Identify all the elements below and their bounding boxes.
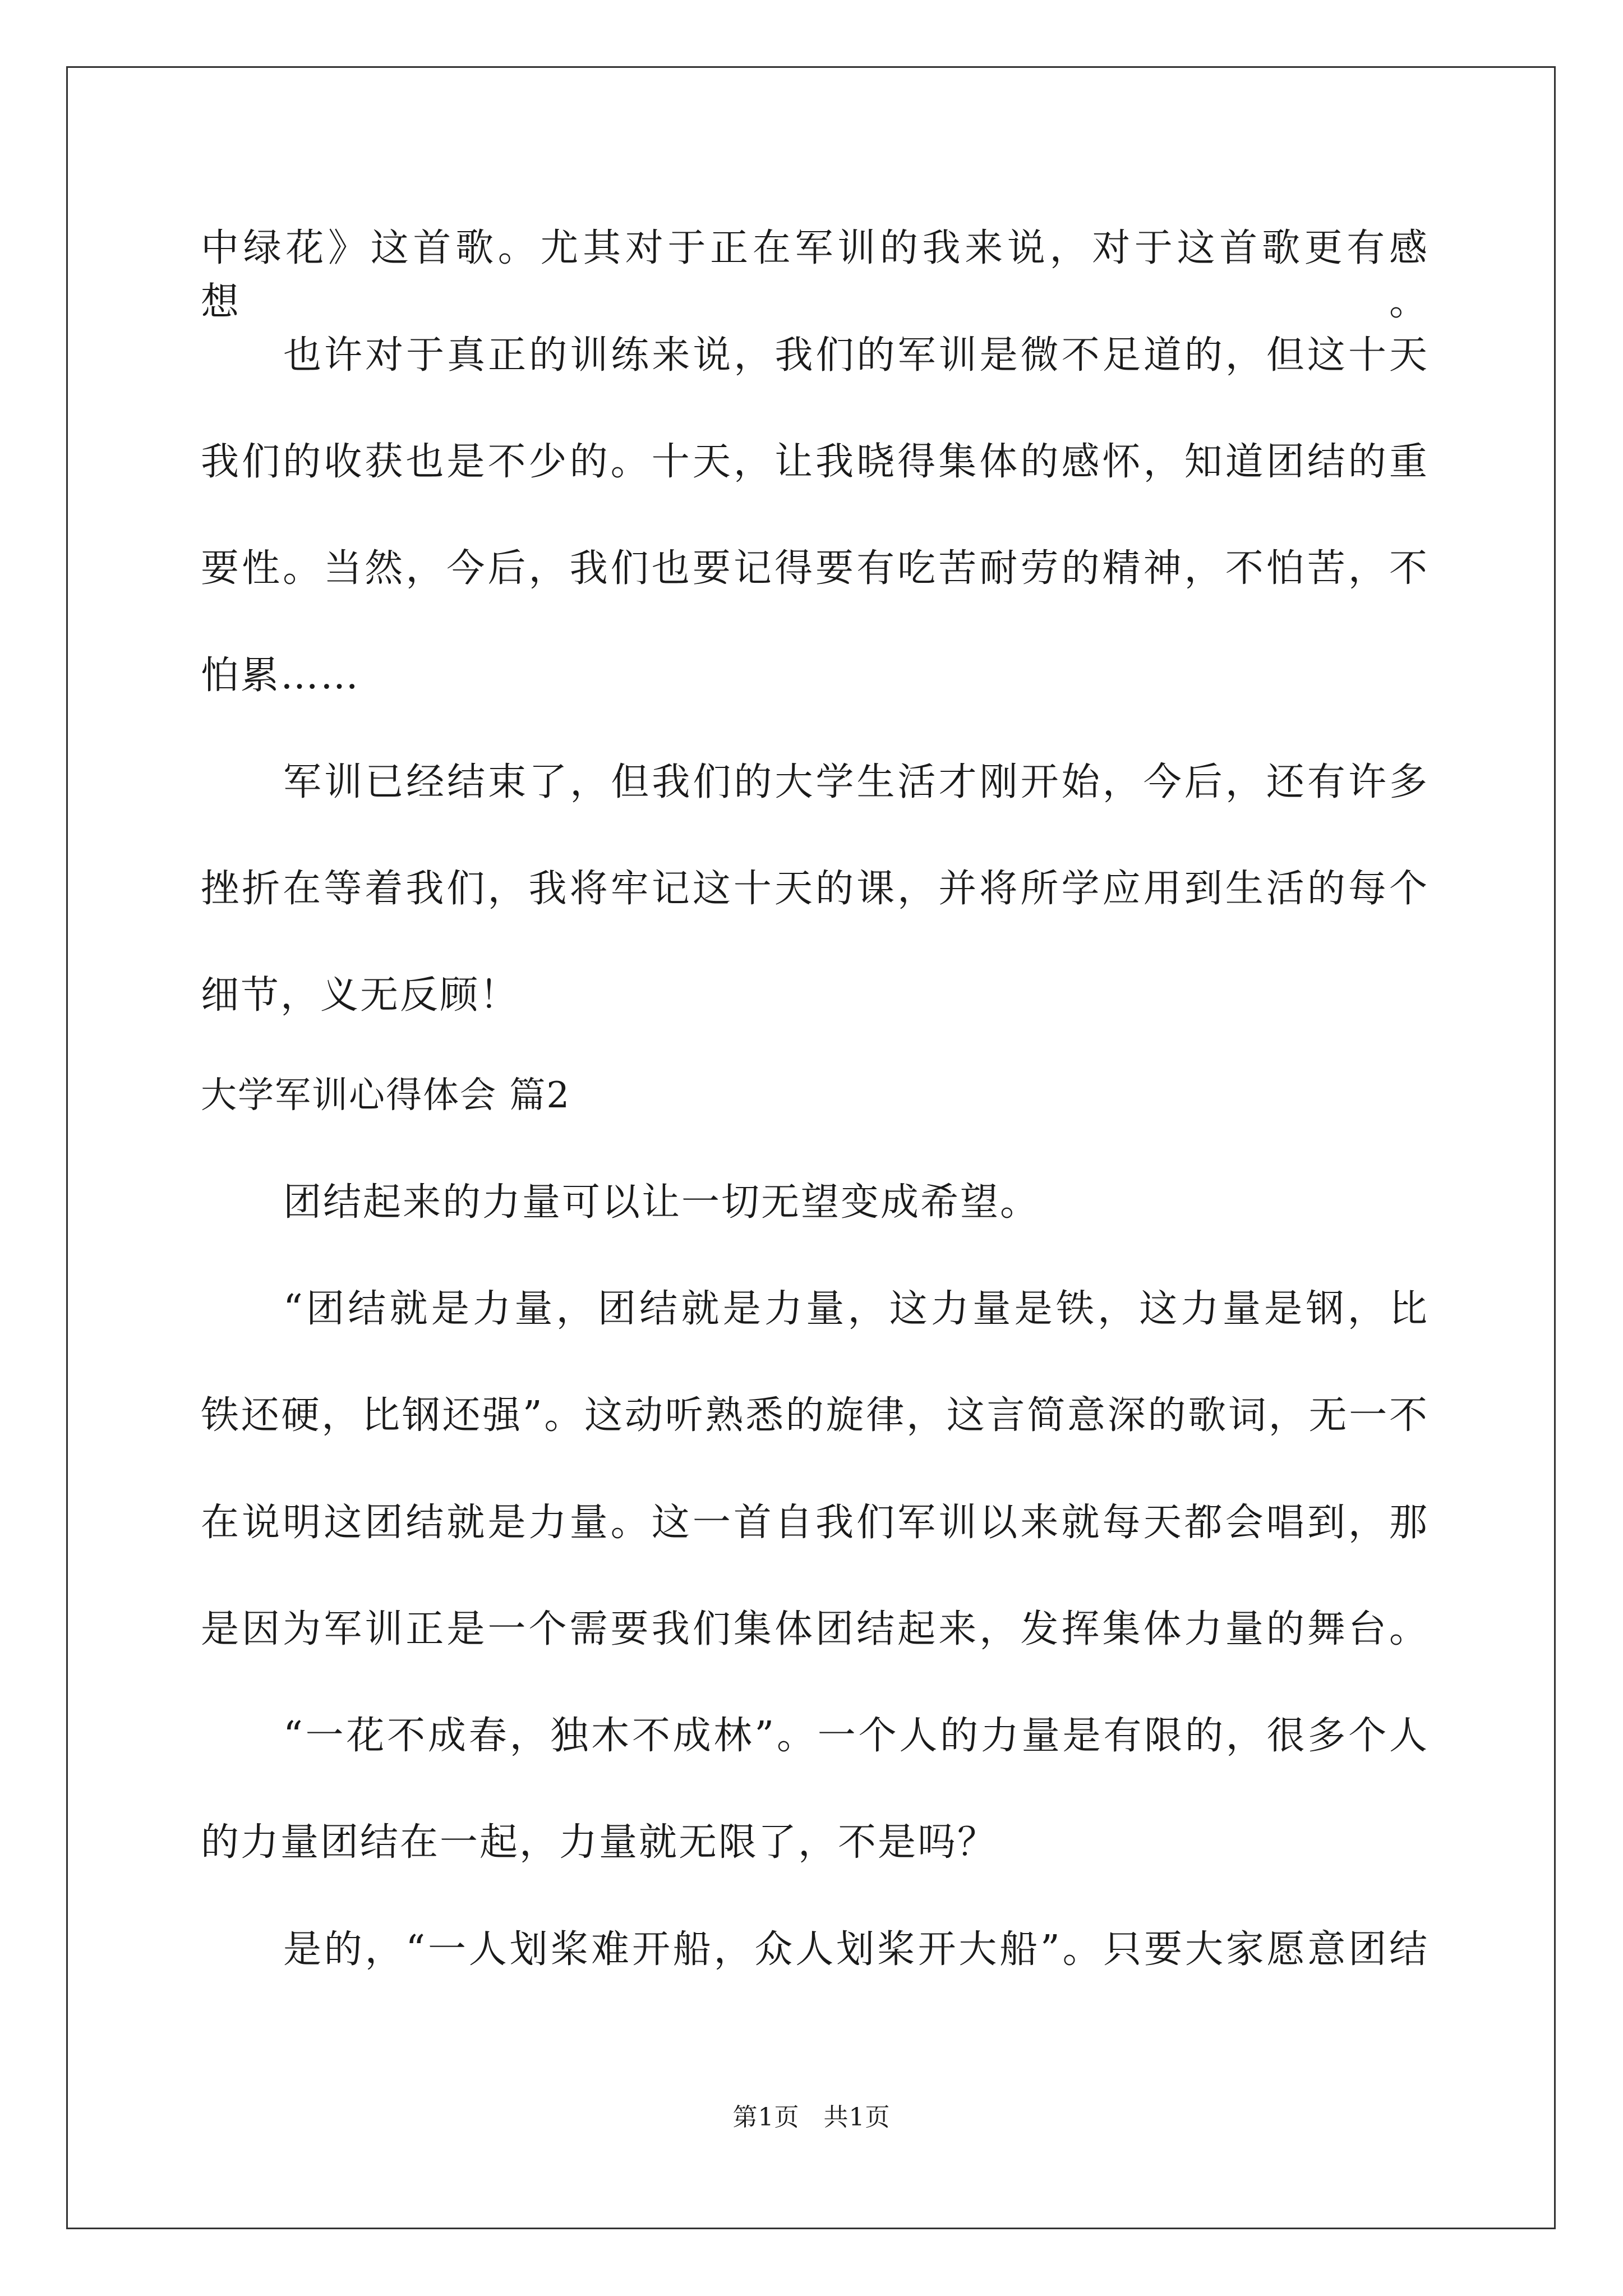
page-number-current: 第1页	[732, 2103, 800, 2132]
page-border	[66, 66, 1556, 2229]
text-line: 怕累……	[201, 654, 361, 698]
text-line: 在说明这团结就是力量。这一首自我们军训以来就每天都会唱到，那	[201, 1501, 1429, 1545]
text-line: 也许对于真正的训练来说，我们的军训是微不足道的，但这十天	[283, 333, 1429, 378]
section-heading: 大学军训心得体会 篇2	[201, 1075, 571, 1116]
page-footer	[0, 2101, 1623, 2134]
text-line: 团结起来的力量可以让一切无望变成希望。	[283, 1180, 1040, 1225]
text-line: 中绿花》这首歌。尤其对于正在军训的我来说，对于这首歌更有感想。	[201, 226, 1429, 324]
text-line: 细节，义无反顾！	[201, 973, 520, 1018]
text-line: 是因为军训正是一个需要我们集体团结起来，发挥集体力量的舞台。	[201, 1607, 1429, 1651]
page-number-total: 共1页	[823, 2103, 891, 2132]
text-line: “团结就是力量，团结就是力量，这力量是铁，这力量是钢，比	[283, 1287, 1429, 1331]
text-line: 铁还硬，比钢还强”。这动听熟悉的旋律，这言简意深的歌词，无一不	[201, 1393, 1429, 1438]
text-line: 要性。当然，今后，我们也要记得要有吃苦耐劳的精神，不怕苦，不	[201, 546, 1429, 591]
text-line: 是的，“一人划桨难开船，众人划桨开大船”。只要大家愿意团结	[283, 1927, 1429, 1972]
text-line: 我们的收获也是不少的。十天，让我晓得集体的感怀，知道团结的重	[201, 440, 1429, 484]
text-line: 挫折在等着我们，我将牢记这十天的课，并将所学应用到生活的每个	[201, 867, 1429, 911]
text-line: 军训已经结束了，但我们的大学生活才刚开始，今后，还有许多	[283, 760, 1429, 804]
text-line: “一花不成春，独木不成林”。一个人的力量是有限的，很多个人	[283, 1714, 1429, 1758]
text-line: 的力量团结在一起，力量就无限了，不是吗？	[201, 1820, 998, 1865]
